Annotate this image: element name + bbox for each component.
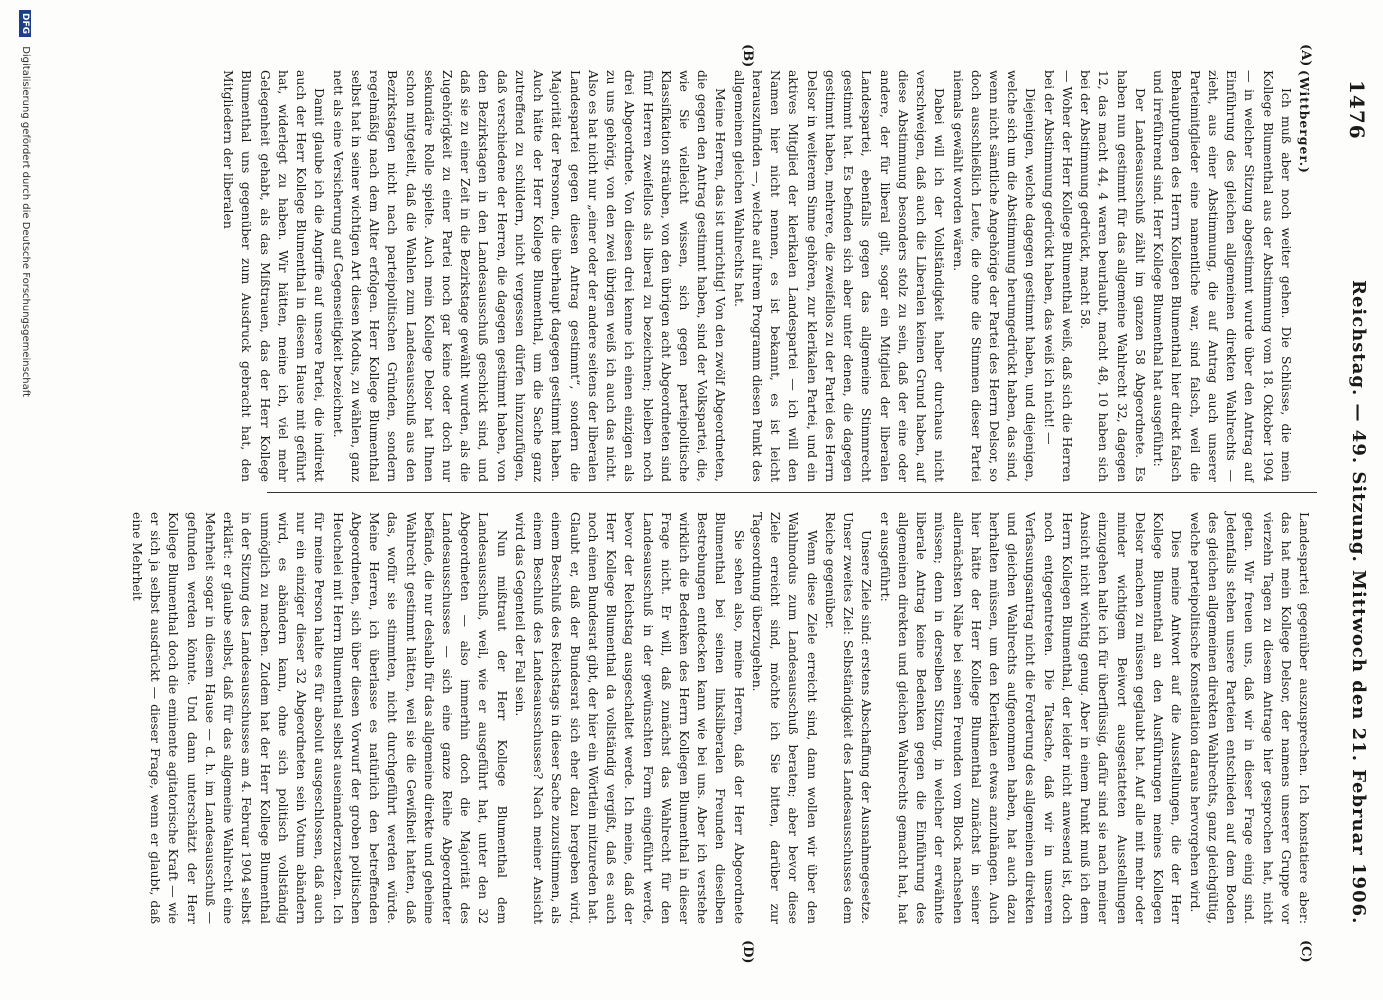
quoted-paragraph: Dabei will ich der Vollständigkeit halber durchaus nicht verschweigen, daß auch die Liberalen keinen Grund haben, auf diese Abstimmung besonders stolz zu sein, daß der eine oder andere, der für liberal gilt, sogar ein Mitglied der liberalen Landespartei, ebenfalls gegen das allgemeine Stimmrecht gestimmt hat. Es befinden sich aber unter denen, die dagegen gestimmt haben, mehrere, die zweifellos zu der Partei des Herrn Delsor in weiterem Sinne gehören, zur klerikalen Partei, und ein aktives Mitglied der klerikalen Landespartei — ich will den Namen hier nicht nennen, es ist bekannt, es ist leicht herauszufinden —, welche auf ihrem Programm diesen Punkt des allgemeinen gleichen Wahlrechts hat. — [731, 70, 948, 482]
paragraph: Dies meine Antwort auf die Ausstellungen, die der Herr Kollege Blumenthal an den Ausführungen meines Kollegen Delsor machen zu müssen geglaubt hat. Auf alle mit mehr oder minder wichtigem Beiwort ausgestatteten Ausstellungen einzugehen halte ich für überflüssig, dafür sind sie nach meiner Ansicht nicht wichtig genug. Aber in einem Punkt muß ich dem Herrn Kollegen Blumenthal, der leider nicht anwesend ist, doch noch entgegentreten. Die Tatsache, daß wir in unserem Verfassungsantrag nicht die Forderung des allgemeinen direkten und gleichen Wahlrechts aufgenommen haben, hat auch dazu herhalten müssen, um den Klerikalen etwas anzuhängen. Auch hier hätte der Herr Kollege Blumenthal zunächst in seiner allernächsten Nähe bei seinen Freunden vom Block nachsehen müssen; denn in derselben Sitzung, in welcher der erwähnte liberale Antrag keine Bedenken gegen die Einführung des allgemeinen direkten und gleichen Wahlrechts gemacht hat, hat er ausgeführt: — [877, 512, 1185, 924]
quoted-paragraph: Der Landesausschuß zählt im ganzen 58 Abgeordnete. Es haben nun gestimmt für das allgemeine Wahlrecht 32, dagegen 12, das macht 44, 4 waren beurlaubt, macht 48, 10 haben sich bei der Abstimmung gedrückt, macht 58. — [1078, 70, 1148, 482]
paragraph: Ich muß aber noch weiter gehen. Die Schlüsse, die mein Kollege Blumenthal aus der Abstimmung vom 18. Oktober 1904 — in welcher Sitzung abgestimmt wurde über den Antrag auf Einführung des gleichen allgemeinen direkten Wahlrechts — zieht, aus einer Abstimmung, die auf Antrag auch unserer Parteimitglieder eine namentliche war, sind falsch, weil die Behauptungen des Herrn Kollegen Blumenthal hier direkt falsch und irreführend sind. Herr Kollege Blumenthal hat ausgeführt: — [1151, 70, 1294, 482]
paragraph: Nun mißtraut der Herr Kollege Blumenthal dem Landesausschuß, weil, wie er ausgeführt hat, unter den 32 Abgeordneten — also immerhin doch die Majorität des Landesausschusses — sich eine ganze Reihe Abgeordneter befände, die nur deshalb für das allgemeine direkte und geheime Wahlrecht gestimmt hätten, weil sie die Gewißheit hatten, daß das, wofür sie stimmten, nicht durchgeführt werden würde. Meine Herren, ich überlasse es natürlich den betreffenden Abgeordneten, sich über diesen Vorwurf der groben politischen Heuchelei mit Herrn Blumenthal selbst auseinanderzusetzen. Ich für meine Person halte es für absolut ausgeschlossen, daß auch nur ein einziger dieser 32 Abgeordneten sein Votum abändern wird, es abändern kann, ohne sich politisch vollständig unmöglich zu machen. Zudem hat der Herr Kollege Blumenthal in der Sitzung des Landesausschusses am 4. Februar 1904 selbst erklärt: er glaube selbst, daß für das allgemeine Wahlrecht eine Mehrheit sogar in diesem Hause — d. h. im Landesausschuß — gefunden werden könnte. Und dann unterschätzt der Herr Kollege Blumenthal doch die eminente agitatorische Kraft — wie er sich ja selbst ausdrückt — dieser Frage, wenn er glaubt, daß eine Mehrheit — [130, 512, 510, 924]
dfg-logo: DFG — [19, 10, 31, 37]
quoted-paragraph: Unsere Ziele sind: erstens Abschaffung der Ausnahmegesetze. Unser zweites Ziel: Selbständigkeit des Landesausschusses dem Reiche gegenüber. — [822, 512, 875, 924]
quoted-paragraph: Diejenigen, welche dagegen gestimmt haben, und diejenigen, welche sich um die Abstimmung herumgedrückt haben, das sind, wenn nicht sämtliche Angehörige der Partei des Herrn Delsor, so doch ausschließlich Leute, die ohne die Stimmen dieser Partei niemals gewählt worden wären. — [950, 70, 1039, 482]
column-divider — [267, 492, 1317, 493]
page-number: 1476 — [1345, 80, 1369, 140]
digitization-credit — [19, 10, 31, 990]
margin-marker-a: (A) — [1298, 44, 1313, 67]
quoted-paragraph: Wenn diese Ziele erreicht sind, dann wollen wir über den Wahlmodus zum Landesausschuß beraten; aber bevor diese Ziele erreicht sind, möchte ich Sie bitten, darüber zur Tagesordnung überzugehen. — [749, 512, 820, 924]
paragraph: Meine Herren, das ist unrichtig! Von den zwölf Abgeordneten, die gegen den Antrag gestimmt haben, sind der Volkspartei, die, wie Sie vielleicht wissen, sich gegen parteipolitische Klassifikation sträuben, von den übrigen acht Abgeordneten sind fünf Herren zweifellos als liberal zu bezeichnen; bleiben noch drei Abgeordnete. Von diesen drei kenne ich einen einzigen als zu uns gehörig, von den zwei übrigen weiß ich auch das nicht. Also es hat nicht nur „einer oder der andere seitens der liberalen Landespartei gegen diesen Antrag gestimmt“, sondern die Majorität der Personen, die überhaupt dagegen gestimmt haben. Auch hätte der Herr Kollege Blumenthal, um die Sache ganz zutreffend zu schildern, nicht vergessen dürfen hinzuzufügen, daß verschiedene der Herren, die dagegen gestimmt haben, von den Bezirkstagen in den Landesausschuß geschickt sind, und daß sie zu einer Zeit in die Bezirkstage gewählt wurden, als die Zugehörigkeit zu einer Partei noch gar keine oder doch nur sekundäre Rolle spielte. Auch mein Kollege Delsor hat Ihnen schon mitgeteilt, daß die Wahlen zum Landesausschuß aus den Bezirkstagen nicht nach parteipolitischen Gründen, sondern regelmäßig nach dem Alter erfolgen. Herr Kollege Blumenthal selbst hat in seiner wichtigen Art diesen Modus, zu wählen, ganz nett als eine Versicherung auf Gegenseitigkeit bezeichnet. — [330, 70, 729, 482]
left-column — [221, 70, 1313, 482]
speaker-label: (Wittberger.) — [1297, 70, 1312, 174]
running-title: Reichstag. — 49. Sitzung. Mittwoch den 21. Februar 1906. — [1348, 280, 1369, 925]
margin-marker-d: (D) — [740, 940, 755, 964]
paragraph: Landespartei gegenüber auszusprechen. Ich konstatiere aber: das hat mein Kollege Delsor, der namens unserer Gruppe vor vierzehn Tagen zu diesem Antrage hier gesprochen hat, nicht getan. Wir freuen uns, daß wir in dieser Frage einig sind. Jedenfalls stehen unsere Parteien entschieden auf dem Boden des gleichen allgemeinen direkten Wahlrechts, ganz gleichgültig, welche parteipolitische Konstellation daraus hervorgehen wird. — [1187, 512, 1312, 924]
margin-marker-b: (B) — [740, 44, 755, 68]
paragraph: Sie sehen also, meine Herren, daß der Herr Abgeordnete Blumenthal bei seinen linksliberalen Freunden dieselben Bestrebungen entdecken kann wie bei uns. Aber ich verstehe wirklich die Bedenken des Herrn Kollegen Blumenthal in dieser Frage nicht. Er will, daß zunächst das Wahlrecht für den Landesausschuß in der gewünschten Form eingeführt werde, bevor der Reichstag ausgeschaltet werde. Ich meine, daß der Herr Kollege Blumenthal da vollständig vergißt, daß es auch noch einen Bundesrat gibt, der hier ein Wörtlein mitzureden hat. Glaubt er, daß der Bundesrat sich eher dazu hergeben wird, einem Beschluß des Reichstags in dieser Sache zuzustimmen, als einem Beschluß des Landesausschusses? Nach meiner Ansicht wird das Gegenteil der Fall sein. — [512, 512, 747, 924]
paragraph: Damit glaube ich die Angriffe auf unsere Partei, die indirekt auch der Herr Kollege Blumenthal in diesem Hause mit geführt hat, widerlegt zu haben. Wir hätten, meine ich, viel mehr Gelegenheit gehabt, als das Mißtrauen, das der Herr Kollege Blumenthal uns gegenüber zum Ausdruck gebracht hat, den Mitgliedern der liberalen — [221, 70, 328, 482]
margin-marker-c: (C) — [1298, 940, 1313, 963]
interjection: — Woher der Herr Kollege Blumenthal weiß, daß sich die Herren bei der Abstimmung gedrückt haben, das weiß ich nicht! — — [1041, 70, 1075, 482]
page-header — [1339, 80, 1369, 940]
credit-text: Digitalisierung gefördert durch die Deutsche Forschungsgemeinschaft — [20, 46, 31, 398]
right-column — [130, 512, 1313, 924]
